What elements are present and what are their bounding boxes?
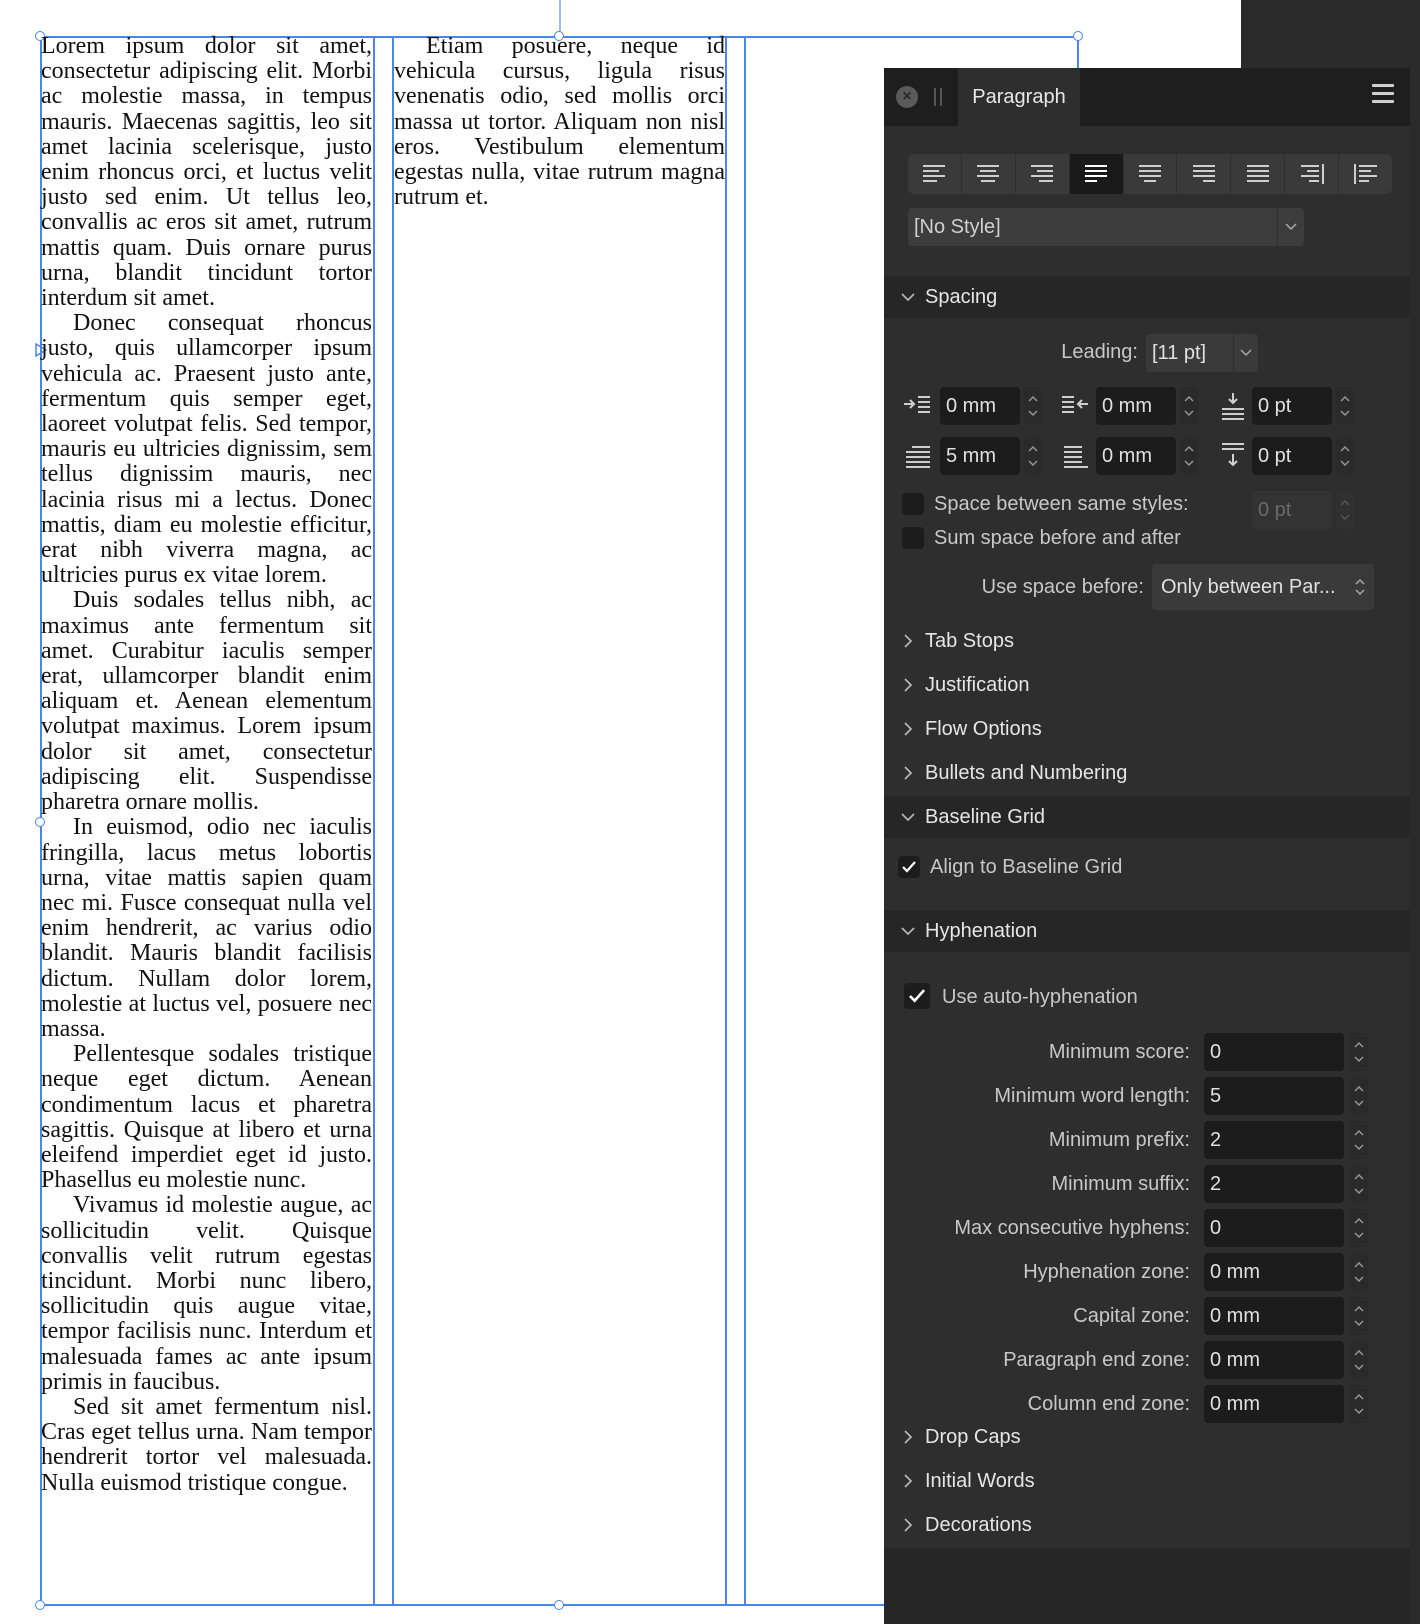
hyphenation-field-label: Minimum score: (1048, 1041, 1190, 1063)
section-baseline-grid-header[interactable] (884, 796, 1410, 838)
text-frame-bottom-edge (40, 1604, 884, 1606)
section-justification[interactable] (884, 664, 1410, 706)
paragraph: Etiam posuere, neque id vehicula cursus, ligula risus venenatis odio, sed mollis orci massa ut tortor. Aliquam non nisl eros. Vestibulum elementum egestas nulla, vitae rutrum magna rutrum et. (394, 33, 725, 211)
panel-menu-icon[interactable] (1372, 84, 1394, 106)
space-after-icon (1218, 441, 1248, 471)
align-away-from-spine-icon (1353, 163, 1379, 185)
hyphenation-field-label: Capital zone: (1073, 1305, 1190, 1327)
drag-grip-icon[interactable] (934, 88, 942, 106)
chevron-right-icon (900, 1429, 916, 1445)
space-after-stepper[interactable] (1336, 437, 1354, 475)
hyphenation-field-input[interactable]: 0 mm (1204, 1297, 1344, 1335)
frame-handle-bottom-middle[interactable] (554, 1600, 564, 1610)
paragraph: Vivamus id molestie augue, ac sollicitudin velit. Quisque convallis velit rutrum egestas tincidunt. Morbi nunc libero, sollicitudin quis augue vitae, tempor facilisis nunc. Interdum et malesuada fames ac ante ipsum primis in faucibus. (41, 1192, 372, 1395)
left-indent-icon (902, 391, 932, 421)
first-line-indent-input[interactable]: 5 mm (940, 437, 1020, 475)
space-before-icon (1218, 391, 1248, 421)
section-label: Tab Stops (925, 630, 1014, 652)
updown-chevron-icon (1354, 576, 1366, 598)
align-towards-spine-button[interactable] (1285, 154, 1339, 194)
paragraph: In euismod, odio nec iaculis fringilla, lacus metus lobortis urna, vitae mattis sapien quam nec mi. Fusce consequat nulla vel enim hendrerit, ac varius odio blandit. Mauris blandit facilisis dictum. Nullam dolor lorem, molestie at luctus vel, posuere nec massa. (41, 814, 372, 1042)
right-indent-input[interactable]: 0 mm (1096, 387, 1176, 425)
text-frame-right-edge (1077, 36, 1079, 70)
chevron-right-icon (900, 721, 916, 737)
sum-space-checkbox[interactable] (902, 527, 924, 549)
hyphenation-field-input[interactable]: 0 mm (1204, 1253, 1344, 1291)
leading-label: Leading: (1061, 341, 1138, 363)
last-line-indent-stepper[interactable] (1180, 437, 1198, 475)
paragraph-style-value: [No Style] (914, 216, 1001, 238)
section-label: Initial Words (925, 1470, 1035, 1492)
section-spacing-title: Spacing (925, 286, 998, 308)
first-line-indent-icon (902, 441, 932, 471)
auto-hyphenation-checkbox[interactable] (904, 983, 930, 1009)
hyphenation-field-label: Column end zone: (1027, 1393, 1190, 1415)
hyphenation-field-stepper[interactable] (1350, 1297, 1368, 1335)
paragraph: Duis sodales tellus nibh, ac maximus ante fermentum sit amet. Curabitur iaculis semper erat, ullamcorper blandit enim aliquam et. Aenean elementum volutpat maximus. Lorem ipsum dolor sit amet, consectetur adipiscing elit. Suspendisse pharetra ornare mollis. (41, 587, 372, 816)
chevron-right-icon (900, 633, 916, 649)
hyphenation-field-input[interactable]: 2 (1204, 1165, 1344, 1203)
align-left-icon (921, 163, 947, 185)
space-between-same-styles-checkbox[interactable] (902, 493, 924, 515)
hyphenation-field-stepper[interactable] (1350, 1033, 1368, 1071)
paragraph: Lorem ipsum dolor sit amet, consectetur adipiscing elit. Morbi ac molestie massa, in tempus mauris. Maecenas sagittis, leo sit amet lacinia scelerisque, justo enim rhoncus orci, et luctus velit justo sed enim. Ut tellus leo, convallis ac eros sit amet, rutrum mattis quam. Duis ornare purus urna, blandit tincidunt tortor interdum sit amet. (41, 33, 372, 312)
align-center-button[interactable] (962, 154, 1016, 194)
section-label: Flow Options (925, 718, 1042, 740)
space-between-same-styles-input[interactable]: 0 pt (1252, 491, 1332, 529)
section-flow-options[interactable] (884, 708, 1410, 750)
panel-footer (884, 1548, 1410, 1624)
justify-right-icon (1191, 163, 1217, 185)
justify-right-button[interactable] (1177, 154, 1231, 194)
space-before-stepper[interactable] (1336, 387, 1354, 425)
hyphenation-field-label: Minimum suffix: (1051, 1173, 1190, 1195)
last-line-indent-input[interactable]: 0 mm (1096, 437, 1176, 475)
section-drop-caps[interactable] (884, 1416, 1410, 1458)
section-label: Bullets and Numbering (925, 762, 1128, 784)
auto-hyphenation-label: Use auto-hyphenation (942, 986, 1138, 1008)
section-label: Justification (925, 674, 1030, 696)
section-baseline-grid-title: Baseline Grid (925, 806, 1046, 828)
column1-right-guide (373, 36, 375, 1606)
hyphenation-field-input[interactable]: 2 (1204, 1121, 1344, 1159)
align-towards-spine-icon (1299, 163, 1325, 185)
checkmark-icon (898, 856, 920, 878)
text-column-1[interactable] (41, 34, 372, 1496)
section-label: Decorations (925, 1514, 1032, 1536)
align-right-button[interactable] (1016, 154, 1070, 194)
paragraph-style-select[interactable] (908, 208, 1304, 246)
paragraph-panel (884, 68, 1410, 1624)
paragraph: Donec consequat rhoncus justo, quis ullamcorper ipsum vehicula ac. Praesent justo ante, fermentum quis semper eget, laoreet volutpat felis. Sed tempor, mauris eu ultricies dignissim, sem tellus dignissim mauris, nec lacinia risus mi a lectus. Donec mattis, diam eu molestie efficitur, erat nibh viverra magna, ac ultricies purus ex vitae lorem. (41, 310, 372, 589)
space-before-input[interactable]: 0 pt (1252, 387, 1332, 425)
last-line-indent-icon (1060, 441, 1090, 471)
use-space-before-value: Only between Par... (1161, 576, 1336, 598)
paragraph: Sed sit amet fermentum nisl. Cras eget tellus urna. Nam tempor hendrerit tortor vel malesuada. Nulla euismod tristique congue. (41, 1393, 372, 1496)
hyphenation-field-input[interactable]: 0 mm (1204, 1385, 1344, 1423)
justify-center-icon (1137, 163, 1163, 185)
text-column-2[interactable] (394, 34, 725, 210)
section-label: Drop Caps (925, 1426, 1021, 1448)
chevron-right-icon (900, 1473, 916, 1489)
leading-value: [11 pt] (1152, 342, 1207, 364)
hyphenation-field-stepper[interactable] (1350, 1341, 1368, 1379)
hyphenation-field-stepper[interactable] (1350, 1121, 1368, 1159)
chevron-right-icon (900, 677, 916, 693)
first-line-indent-stepper[interactable] (1024, 437, 1042, 475)
align-baseline-grid-checkbox[interactable] (898, 856, 920, 878)
hyphenation-field-input[interactable]: 5 (1204, 1077, 1344, 1115)
hyphenation-field-input[interactable]: 0 (1204, 1209, 1344, 1247)
section-initial-words[interactable] (884, 1460, 1410, 1502)
align-center-icon (975, 163, 1001, 185)
align-right-icon (1029, 163, 1055, 185)
hyphenation-field-label: Minimum prefix: (1048, 1129, 1190, 1151)
justify-all-icon (1245, 163, 1271, 185)
left-indent-stepper[interactable] (1024, 387, 1042, 425)
column2-left-guide (392, 36, 394, 1606)
hyphenation-field-label: Max consecutive hyphens: (954, 1217, 1190, 1239)
section-spacing-header[interactable] (884, 276, 1410, 318)
sum-space-label: Sum space before and after (934, 527, 1181, 549)
section-hyphenation-header[interactable] (884, 910, 1410, 952)
justify-all-button[interactable] (1231, 154, 1285, 194)
section-bullets-numbering[interactable] (884, 752, 1410, 794)
use-space-before-label: Use space before: (981, 576, 1144, 598)
panel-header (884, 68, 1410, 126)
justify-center-button[interactable] (1124, 154, 1178, 194)
chevron-down-icon (900, 809, 916, 825)
close-icon[interactable]: × (896, 86, 918, 108)
frame-handle-top-right[interactable] (1073, 31, 1083, 41)
alignment-bar (908, 154, 1392, 194)
hyphenation-field-stepper[interactable] (1350, 1165, 1368, 1203)
space-between-same-styles-label: Space between same styles: (934, 493, 1189, 515)
tab-paragraph[interactable]: Paragraph (958, 68, 1080, 126)
leading-select[interactable] (1146, 334, 1258, 372)
chevron-down-icon (900, 923, 916, 939)
column2-right-guide (725, 36, 727, 1606)
left-indent-input[interactable]: 0 mm (940, 387, 1020, 425)
right-indent-icon (1060, 391, 1090, 421)
hyphenation-field-label: Hyphenation zone: (1023, 1261, 1190, 1283)
right-indent-stepper[interactable] (1180, 387, 1198, 425)
chevron-right-icon (900, 765, 916, 781)
section-decorations[interactable] (884, 1504, 1410, 1546)
hyphenation-field-label: Minimum word length: (994, 1085, 1190, 1107)
checkmark-icon (904, 983, 930, 1009)
hyphenation-field-label: Paragraph end zone: (1003, 1349, 1190, 1371)
chevron-right-icon (900, 1517, 916, 1533)
hyphenation-field-stepper[interactable] (1350, 1253, 1368, 1291)
hyphenation-field-input[interactable]: 0 (1204, 1033, 1344, 1071)
frame-handle-bottom-left[interactable] (35, 1600, 45, 1610)
section-tab-stops[interactable] (884, 620, 1410, 662)
chevron-down-icon (1277, 208, 1304, 246)
align-left-button[interactable] (908, 154, 962, 194)
chevron-down-icon (900, 289, 916, 305)
hyphenation-field-stepper[interactable] (1350, 1077, 1368, 1115)
paragraph: Pellentesque sodales tristique neque eget dictum. Aenean condimentum lacus et pharetra sagittis. Quisque at libero et urna eleifend imperdiet eget id justo. Phasellus eu molestie nunc. (41, 1041, 372, 1194)
align-baseline-grid-label: Align to Baseline Grid (930, 856, 1123, 878)
justify-left-icon (1083, 163, 1109, 185)
use-space-before-select[interactable] (1152, 564, 1374, 610)
space-after-input[interactable]: 0 pt (1252, 437, 1332, 475)
column3-left-guide (744, 36, 746, 1606)
hyphenation-field-stepper[interactable] (1350, 1209, 1368, 1247)
chevron-down-icon (1233, 334, 1258, 372)
space-between-same-styles-stepper[interactable] (1336, 491, 1354, 529)
hyphenation-field-input[interactable]: 0 mm (1204, 1341, 1344, 1379)
section-hyphenation-title: Hyphenation (925, 920, 1038, 942)
align-away-from-spine-button[interactable] (1339, 154, 1392, 194)
justify-left-button[interactable] (1070, 154, 1124, 194)
